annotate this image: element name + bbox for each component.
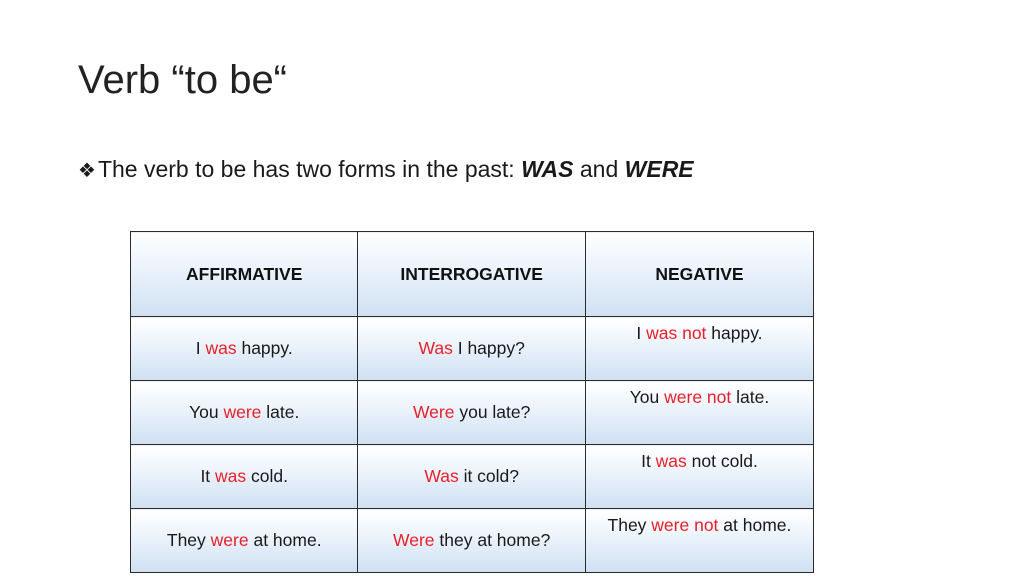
cell-pre: I bbox=[636, 323, 647, 343]
cell-interrogative bbox=[358, 445, 585, 509]
cell-pre: You bbox=[189, 402, 224, 422]
cell-affirmative bbox=[131, 445, 358, 509]
cell-verb: was bbox=[215, 466, 247, 486]
cell-pre: I bbox=[195, 338, 206, 358]
cell-verb: Was bbox=[424, 466, 459, 486]
cell-affirmative bbox=[131, 509, 358, 573]
cell-affirmative bbox=[131, 317, 358, 381]
table-row bbox=[131, 381, 814, 445]
header-negative: NEGATIVE bbox=[585, 232, 813, 317]
cell-post: at home. bbox=[718, 515, 792, 535]
cell-verb: were bbox=[223, 402, 262, 422]
cell-post: late. bbox=[261, 402, 300, 422]
cell-verb: was bbox=[205, 338, 237, 358]
cell-post: you late? bbox=[454, 402, 531, 422]
cell-interrogative bbox=[358, 509, 585, 573]
table-header-row bbox=[131, 232, 814, 317]
cell-pre: It bbox=[200, 466, 216, 486]
bullet-text: The verb to be has two forms in the past: bbox=[97, 156, 522, 182]
cell-post: they at home? bbox=[434, 530, 551, 550]
form-were: WERE bbox=[624, 156, 694, 182]
cell-verb: Were bbox=[412, 402, 455, 422]
cell-pre: You bbox=[629, 387, 665, 407]
cell-verb: were not bbox=[664, 387, 732, 407]
cell-interrogative bbox=[358, 381, 585, 445]
cell-post: late. bbox=[731, 387, 770, 407]
page-title: Verb “to be“ bbox=[78, 58, 288, 102]
header-affirmative: AFFIRMATIVE bbox=[131, 232, 358, 317]
cell-pre: It bbox=[641, 451, 656, 471]
cell-post: it cold? bbox=[458, 466, 520, 486]
form-was: WAS bbox=[521, 156, 574, 182]
cell-affirmative bbox=[131, 381, 358, 445]
cell-post: at home. bbox=[248, 530, 322, 550]
cell-verb: was not bbox=[646, 323, 707, 343]
verb-forms-table bbox=[130, 231, 814, 573]
cell-verb: were bbox=[210, 530, 249, 550]
cell-verb: were not bbox=[651, 515, 719, 535]
cell-negative bbox=[585, 445, 813, 509]
cell-verb: Was bbox=[418, 338, 453, 358]
cell-negative bbox=[585, 317, 813, 381]
cell-pre: They bbox=[166, 530, 211, 550]
cell-post: not cold. bbox=[686, 451, 758, 471]
cell-post: happy. bbox=[706, 323, 763, 343]
cell-pre: They bbox=[607, 515, 652, 535]
cell-post: I happy? bbox=[452, 338, 525, 358]
header-interrogative: INTERROGATIVE bbox=[358, 232, 585, 317]
intro-bullet bbox=[78, 156, 694, 183]
diamond-bullet-icon: ❖ bbox=[78, 160, 96, 182]
cell-negative bbox=[585, 509, 813, 573]
bullet-and: and bbox=[573, 156, 625, 182]
table-row bbox=[131, 317, 814, 381]
cell-verb: Were bbox=[393, 530, 435, 550]
cell-verb: was bbox=[655, 451, 687, 471]
cell-interrogative bbox=[358, 317, 585, 381]
cell-post: cold. bbox=[246, 466, 288, 486]
table-row bbox=[131, 509, 814, 573]
table-row bbox=[131, 445, 814, 509]
cell-post: happy. bbox=[236, 338, 293, 358]
cell-negative bbox=[585, 381, 813, 445]
